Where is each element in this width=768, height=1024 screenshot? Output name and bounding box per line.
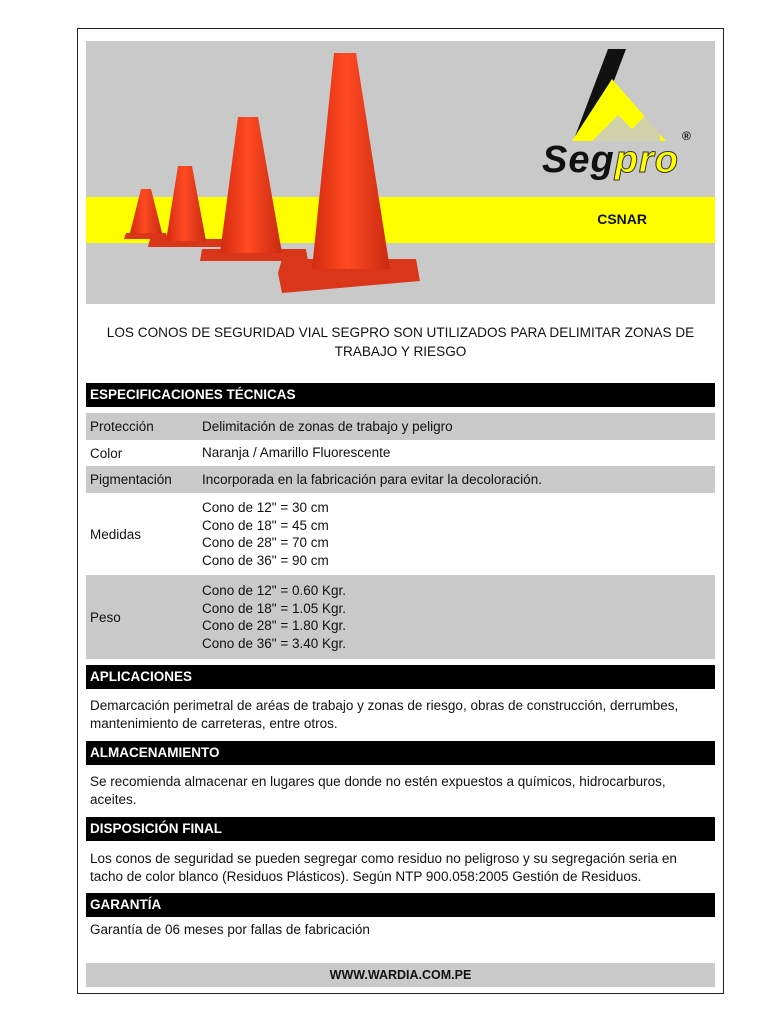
- product-code: CSNAR: [597, 211, 647, 227]
- spec-value: Cono de 12" = 0.60 Kgr.: [202, 583, 347, 598]
- spec-row-peso: [86, 575, 715, 659]
- specs-table: [86, 413, 715, 659]
- spec-label: Color: [90, 445, 123, 461]
- registered-mark: ®: [682, 129, 691, 143]
- spec-label: Protección: [90, 419, 154, 434]
- spec-row-pigmentacion: [86, 466, 715, 493]
- disposicion-title: DISPOSICIÓN FINAL: [86, 817, 715, 841]
- spec-value: Cono de 36" = 90 cm: [202, 552, 329, 568]
- specs-title: ESPECIFICACIONES TÉCNICAS: [86, 383, 715, 407]
- brand-name: [542, 141, 679, 179]
- spec-label: Pigmentación: [90, 472, 172, 487]
- spec-value: Delimitación de zonas de trabajo y peligro: [202, 418, 453, 434]
- spec-row-medidas: [86, 493, 715, 575]
- almacenamiento-title: ALMACENAMIENTO: [86, 741, 715, 765]
- spec-value: Incorporada en la fabricación para evitar la decoloración.: [202, 471, 542, 487]
- garantia-title: GARANTÍA: [86, 893, 715, 917]
- spec-value: Cono de 18" = 45 cm: [202, 517, 329, 533]
- aplicaciones-title: APLICACIONES: [86, 665, 715, 689]
- footer-website[interactable]: WWW.WARDIA.COM.PE: [86, 963, 715, 987]
- datasheet: [77, 28, 724, 994]
- disposicion-text: Los conos de seguridad se pueden segregar como residuo no peligroso y su segregación seria en tacho de color blanco (Residuos Plásticos). Según NTP 900.058:2005 Gestión de Residuos.: [90, 851, 677, 884]
- spec-label: Medidas: [90, 526, 142, 542]
- brand-pro: pro: [614, 139, 679, 181]
- header-banner: [86, 41, 715, 304]
- spec-label: Peso: [90, 609, 121, 625]
- spec-value: Cono de 28" = 1.80 Kgr.: [202, 618, 347, 633]
- aplicaciones-text: Demarcación perimetral de aréas de trabajo y zonas de riesgo, obras de construcción, derrumbes, mantenimiento de carreteras, entre otros.: [90, 698, 679, 731]
- spec-value: Cono de 36" = 3.40 Kgr.: [202, 635, 347, 651]
- almacenamiento-text: Se recomienda almacenar en lugares que donde no estén expuestos a químicos, hidrocarburos, aceites.: [90, 774, 666, 807]
- cone-12-icon: [124, 189, 168, 239]
- brand-seg: Seg: [542, 139, 615, 181]
- garantia-text: Garantía de 06 meses por fallas de fabricación: [90, 922, 370, 937]
- spec-value: Cono de 28" = 70 cm: [202, 535, 329, 550]
- spec-value: Cono de 12" = 30 cm: [202, 500, 329, 515]
- spec-row-proteccion: [86, 413, 715, 440]
- intro-text: LOS CONOS DE SEGURIDAD VIAL SEGPRO SON UTILIZADOS PARA DELIMITAR ZONAS DE TRABAJO Y RIESGO: [106, 325, 695, 359]
- spec-row-color: [86, 440, 715, 466]
- spec-value: Naranja / Amarillo Fluorescente: [202, 445, 391, 461]
- segpro-logo-icon: [534, 49, 674, 149]
- spec-value: Cono de 18" = 1.05 Kgr.: [202, 600, 347, 616]
